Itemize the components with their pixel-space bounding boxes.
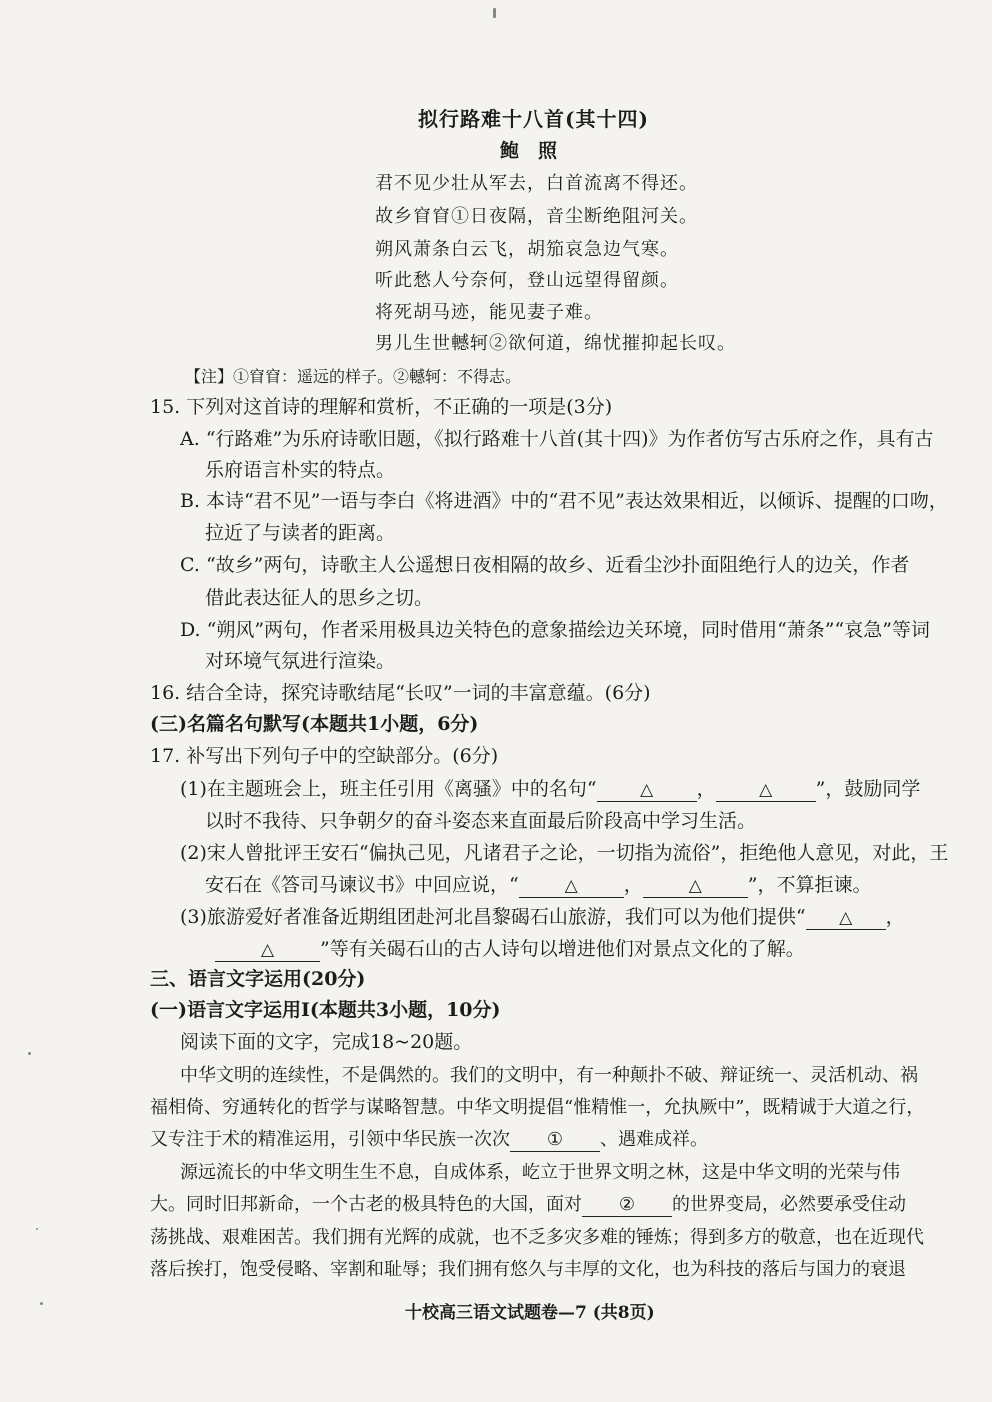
answer-blank[interactable]: △ bbox=[215, 939, 320, 962]
q17-item-2-cont bbox=[205, 872, 871, 898]
poem-line: 朔风萧条白云飞，胡笳哀急边气寒。 bbox=[375, 239, 679, 260]
answer-blank[interactable]: △ bbox=[643, 875, 748, 898]
poem-line: 男儿生世轗轲②欲何道，绵忧摧抑起长叹。 bbox=[375, 333, 736, 354]
q15-option-b: B. 本诗“君不见”一语与李白《将进酒》中的“君不见”表达效果相近，以倾诉、提醒的口吻， bbox=[180, 490, 948, 512]
q17-item-2-text: 安石在《答司马谏议书》中回应说，“ bbox=[205, 874, 519, 896]
q17-item-3-cont bbox=[215, 936, 805, 962]
q17-item-1 bbox=[180, 776, 920, 802]
q15-option-b-cont: 拉近了与读者的距离。 bbox=[205, 522, 396, 544]
answer-blank[interactable]: △ bbox=[597, 779, 697, 802]
q15-option-a-cont: 乐府语言朴实的特点。 bbox=[205, 459, 396, 481]
separator: ， bbox=[885, 906, 905, 928]
q15-option-d-cont: 对环境气氛进行渲染。 bbox=[205, 650, 396, 672]
scan-speck bbox=[493, 8, 496, 18]
q17-item-1-text-end: ”，鼓励同学 bbox=[815, 778, 921, 800]
answer-blank[interactable]: △ bbox=[806, 907, 886, 930]
scan-speck bbox=[28, 1052, 31, 1055]
q17-item-3 bbox=[180, 904, 905, 930]
passage-line bbox=[150, 1127, 708, 1153]
q17-item-2-text-end: ”，不算拒谏。 bbox=[747, 874, 872, 896]
answer-blank[interactable]: △ bbox=[716, 779, 816, 802]
passage-line: 福相倚、穷通转化的哲学与谋略智慧。中华文明提倡“惟精惟一，允执厥中”，既精诚于大道之行， bbox=[150, 1097, 925, 1118]
q17-item-1-text: (1)在主题班会上，班主任引用《离骚》中的名句“ bbox=[180, 778, 597, 800]
q15-option-d: D. “朔风”两句，作者采用极具边关特色的意象描绘边关环境，同时借用“萧条”“哀急”等词 bbox=[180, 619, 930, 641]
poem-line: 故乡窅窅①日夜隔，音尘断绝阻河关。 bbox=[375, 206, 698, 227]
passage-text: 的世界变局，必然要承受住动 bbox=[672, 1194, 906, 1215]
scan-speck bbox=[40, 1302, 43, 1305]
passage-blank-1[interactable]: ① bbox=[510, 1129, 600, 1152]
answer-blank[interactable]: △ bbox=[519, 875, 624, 898]
passage-text: 、遇难成祥。 bbox=[600, 1129, 708, 1150]
poem-line: 将死胡马迹，能见妻子难。 bbox=[375, 302, 603, 323]
separator: ， bbox=[623, 874, 643, 896]
section-3-heading: (三)名篇名句默写(本题共1小题，6分) bbox=[150, 713, 479, 735]
poem-title: 拟行路难十八首(其十四) bbox=[418, 107, 649, 131]
poem-note: 【注】①窅窅：遥远的样子。②轗轲：不得志。 bbox=[185, 367, 522, 386]
q17-item-3-text-end: ”等有关碣石山的古人诗句以增进他们对景点文化的了解。 bbox=[320, 938, 805, 960]
page-footer: 十校高三语文试题卷—7 (共8页) bbox=[405, 1303, 655, 1323]
passage-line: 荡挑战、艰难困苦。我们拥有光辉的成就，也不乏多灾多难的锤炼；得到多方的敬意，也在近现代 bbox=[150, 1227, 924, 1248]
q17-item-3-text: (3)旅游爱好者准备近期组团赴河北昌黎碣石山旅游，我们可以为他们提供“ bbox=[180, 906, 806, 928]
poem-author: 鲍 照 bbox=[500, 140, 558, 162]
q17-stem: 17. 补写出下列句子中的空缺部分。(6分) bbox=[150, 745, 499, 767]
q15-option-a: A. “行路难”为乐府诗歌旧题，《拟行路难十八首(其十四)》为作者仿写古乐府之作，具有古 bbox=[180, 428, 934, 450]
q17-item-1-cont: 以时不我待、只争朝夕的奋斗姿态来直面最后阶段高中学习生活。 bbox=[205, 810, 757, 832]
passage-blank-2[interactable]: ② bbox=[582, 1194, 672, 1217]
poem-line: 君不见少壮从军去，白首流离不得还。 bbox=[375, 173, 698, 194]
part-3-heading: 三、语言文字运用(20分) bbox=[150, 968, 366, 990]
sub-1-heading: (一)语言文字运用Ⅰ(本题共3小题，10分) bbox=[150, 999, 501, 1021]
passage-text: 大。同时旧邦新命，一个古老的极具特色的大国，面对 bbox=[150, 1194, 582, 1215]
separator: ， bbox=[696, 778, 716, 800]
passage-line: 中华文明的连续性，不是偶然的。我们的文明中，有一种颠扑不破、辩证统一、灵活机动、祸 bbox=[180, 1065, 918, 1086]
q15-option-c-cont: 借此表达征人的思乡之切。 bbox=[205, 587, 434, 609]
scan-speck bbox=[36, 1228, 38, 1230]
passage-line bbox=[150, 1192, 906, 1218]
passage-text: 又专注于术的精准运用，引领中华民族一次次 bbox=[150, 1129, 510, 1150]
poem-line: 听此愁人兮奈何，登山远望得留颜。 bbox=[375, 270, 679, 291]
passage-line: 源远流长的中华文明生生不息，自成体系，屹立于世界文明之林，这是中华文明的光荣与伟 bbox=[180, 1162, 900, 1183]
q15-stem: 15. 下列对这首诗的理解和赏析，不正确的一项是(3分) bbox=[150, 396, 613, 418]
passage-line: 落后挨打，饱受侵略、宰割和耻辱；我们拥有悠久与丰厚的文化，也为科技的落后与国力的衰退 bbox=[150, 1259, 906, 1280]
q15-option-c: C. “故乡”两句，诗歌主人公遥想日夜相隔的故乡、近看尘沙扑面阻绝行人的边关，作者 bbox=[180, 554, 910, 576]
q16-stem: 16. 结合全诗，探究诗歌结尾“长叹”一词的丰富意蕴。(6分) bbox=[150, 682, 651, 704]
q17-item-2: (2)宋人曾批评王安石“偏执己见，凡诸君子之论，一切指为流俗”，拒绝他人意见，对此，王 bbox=[180, 842, 949, 864]
read-instruction: 阅读下面的文字，完成18~20题。 bbox=[180, 1031, 473, 1053]
